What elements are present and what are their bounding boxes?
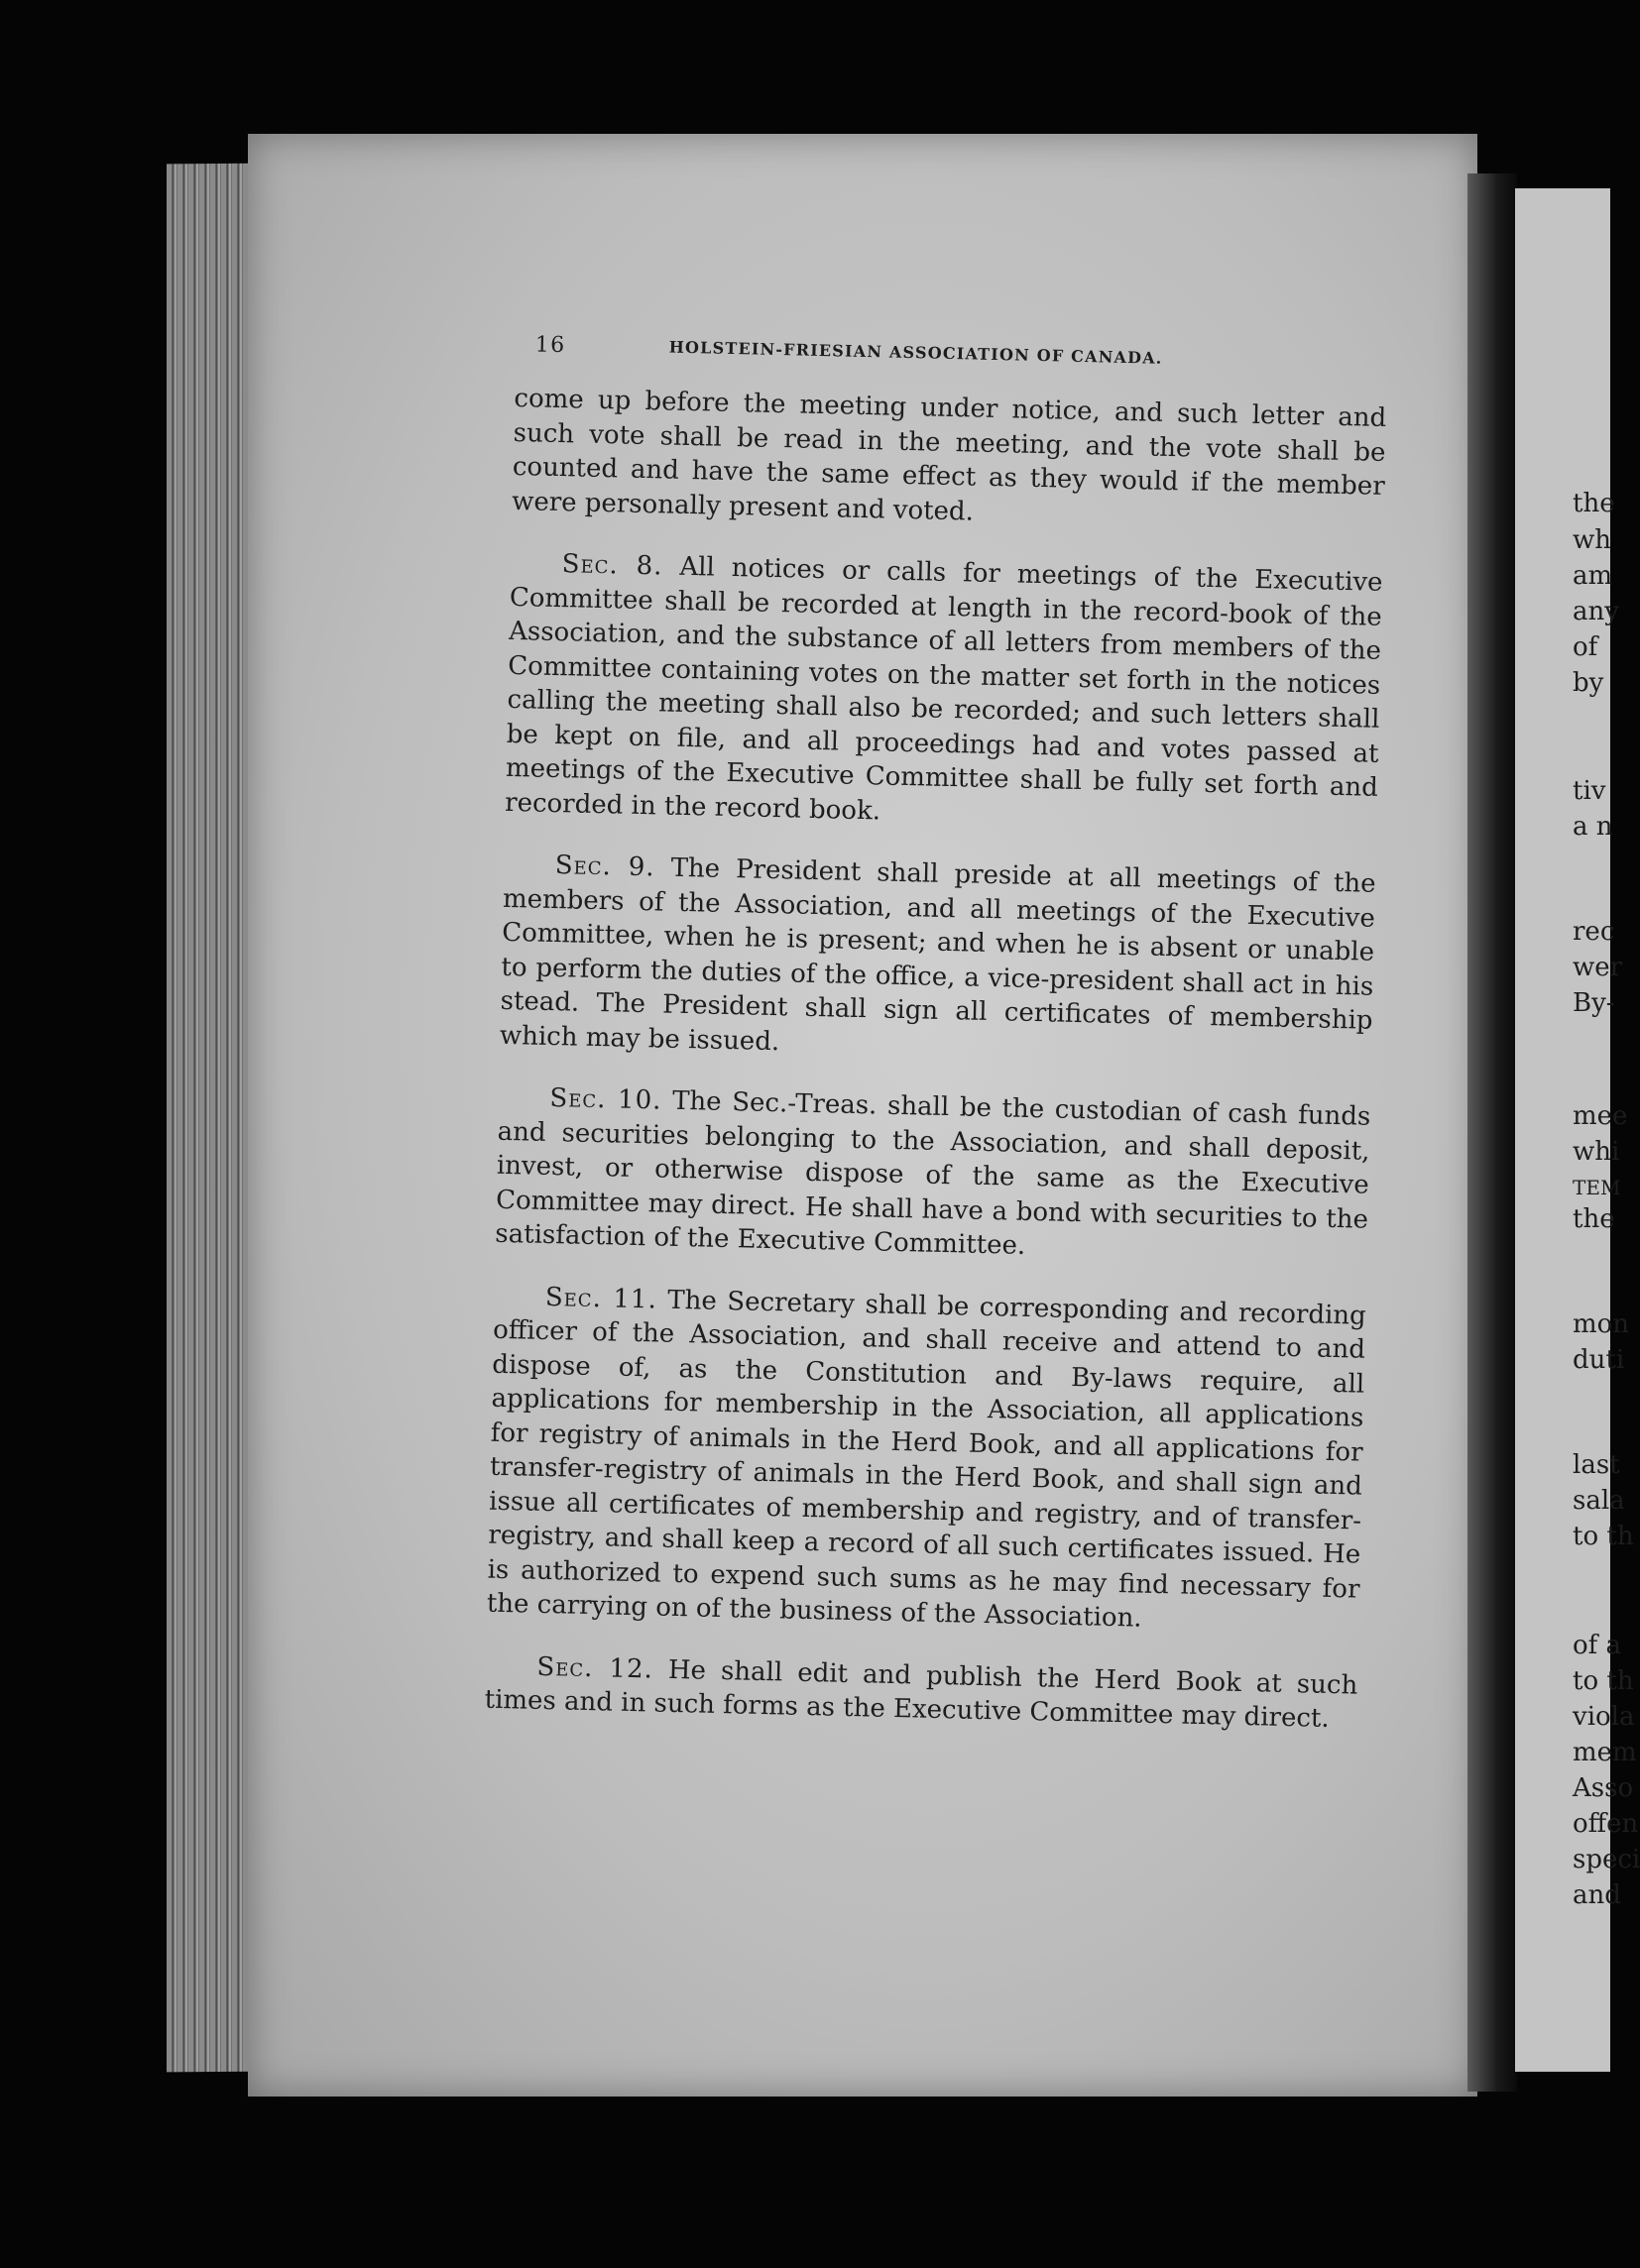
paragraph-text: The Secretary shall be corresponding and recording officer of the Association, and shall receive and attend to and dispose of, as the Constitution and By-laws require, all applications for membership in the Association, all applications for registry of animals in the Herd Book, and all applications for transfer-registry of animals in the Herd Book, and shall sign and issue all certificates of membership and registry, and of transfer-registry, and shall keep a record of all such certificates issued. He is authorized to expend such sums as he may find necessary for the carrying on of the business of the Association. (486, 1285, 1367, 1634)
section-label: Sec. 10. (549, 1082, 662, 1116)
facing-page-fragment: TEM (1573, 1176, 1621, 1199)
section-label: Sec. 11. (544, 1282, 658, 1314)
facing-page-fragment: offen (1573, 1809, 1639, 1839)
section-label: Sec. 12. (536, 1651, 654, 1684)
book-page-edges (167, 164, 256, 2073)
facing-page-fragment: mem (1573, 1738, 1637, 1767)
facing-page-fragment: to th (1573, 1666, 1634, 1696)
facing-page-fragment: wh (1573, 525, 1611, 555)
facing-page-fragment: a n (1573, 812, 1613, 842)
facing-page-fragment: sala (1573, 1486, 1625, 1516)
facing-page-fragment: speci (1573, 1845, 1640, 1874)
paragraph-text: The President shall preside at all meetings of the members of the Association, and all meetings of the Executive Committee, when he is present; and when he is absent or unable to perform the duties of the office, a vice-president shall act in his stead. The President shall sign all certificates of membership which may be issued. (499, 852, 1376, 1057)
facing-page-fragment: mon (1573, 1309, 1630, 1339)
section-label: Sec. 8. (561, 549, 663, 582)
paragraph-sec-9 (500, 848, 1376, 1073)
facing-page-fragment: of a (1573, 1631, 1622, 1660)
page-text-block (484, 332, 1388, 1764)
section-label: Sec. 9. (554, 850, 655, 883)
facing-page-fragment: rec (1573, 917, 1615, 947)
facing-page-fragment: viola (1573, 1702, 1635, 1732)
facing-page-fragment: tiv (1573, 776, 1606, 806)
paragraph-sec-12 (484, 1648, 1357, 1737)
paragraph-sec-11 (486, 1279, 1366, 1641)
facing-page-fragment: to th (1573, 1522, 1634, 1551)
facing-page-fragment: Asso (1573, 1773, 1634, 1803)
paragraph-text: come up before the meeting under notice, and such letter and such vote shall be read in the meeting, and the vote shall be counted and have the same effect as they would if the member were personally present and voted. (511, 383, 1387, 527)
page-number: 16 (534, 332, 566, 359)
facing-page-fragment: by (1573, 668, 1604, 698)
paragraph-continuation (512, 382, 1387, 538)
facing-page-fragment: the (1573, 1204, 1615, 1234)
paragraph-sec-8 (505, 546, 1383, 840)
facing-page-fragment: of (1573, 632, 1598, 662)
facing-page-fragment: am (1573, 561, 1613, 591)
running-head: HOLSTEIN-FRIESIAN ASSOCIATION OF CANADA. (668, 337, 1163, 368)
paragraph-text: All notices or calls for meetings of the Executive Committee shall be recorded at length in the record-book of the Association, and the substance of all letters from members of the Committee containing votes on the matter set forth in the notices calling the meeting shall also be recorded; and such letters shall be kept on file, and all proceedings had and votes passed at meetings of the Executive Committee shall be fully set forth and recorded in the record book. (504, 551, 1383, 826)
facing-page-fragment: and (1573, 1880, 1621, 1910)
facing-page-fragment: the (1573, 489, 1615, 518)
facing-page-fragment: duti (1573, 1345, 1625, 1375)
facing-page-fragment: wer (1573, 953, 1623, 982)
paragraph-sec-10 (495, 1080, 1371, 1271)
book-gutter (1467, 173, 1517, 2092)
facing-page-fragment: last (1573, 1450, 1620, 1480)
facing-page-fragment: mee (1573, 1101, 1628, 1131)
paragraph-text: The Sec.-Treas. shall be the custodian of cash funds and securities belonging to the Association, and shall deposit, invest, or otherwise dispose of the same as the Executive Committee may direct. He shall have a bond with securities to the satisfaction of the Executive Committee. (495, 1085, 1371, 1261)
facing-page-fragment: any (1573, 597, 1619, 626)
facing-page-fragment: whi (1573, 1137, 1620, 1167)
facing-page-fragment: By- (1573, 988, 1615, 1018)
paragraph-text: He shall edit and publish the Herd Book at such times and in such forms as the Executive Committee may direct. (484, 1654, 1358, 1734)
